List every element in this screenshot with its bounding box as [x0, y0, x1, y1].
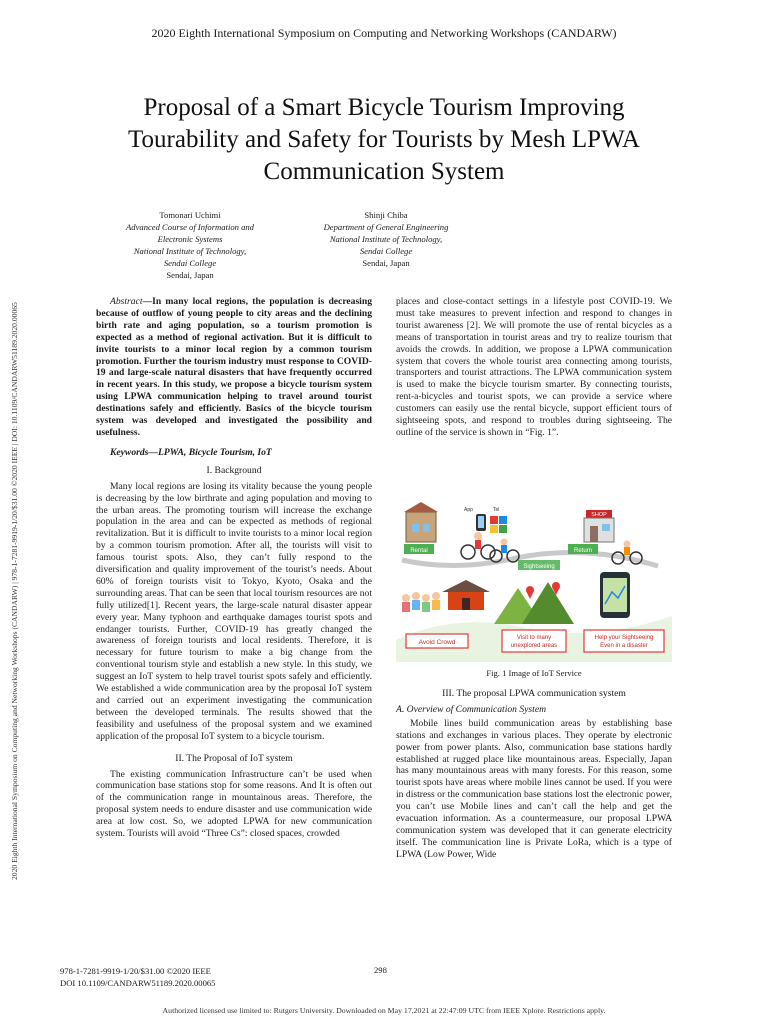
- author-city: Sendai, Japan: [166, 270, 214, 280]
- right-column-bottom: [396, 688, 672, 861]
- shop-building-icon: [584, 518, 614, 542]
- map-pin-icon: [526, 586, 534, 599]
- app-label: App: [464, 507, 473, 513]
- help-label-line1: Help your Sightseeing: [594, 635, 654, 641]
- author-affiliation: Department of General Engineering: [323, 222, 449, 232]
- license-notice: Authorized licensed use limited to: Rutgers University. Downloaded on May 17,2021 at 22:47:09 UTC from IEEE Xplore. Restrictions apply.: [162, 1006, 606, 1015]
- rental-shop-icon: [404, 502, 438, 542]
- doi-side-strip: 2020 Eighth International Symposium on Computing and Networking Workshops (CANDARW) | 978-1-7281-9919-1/20/$31.00 ©2020 IEEE | DOI: 10.1109/CANDARW51189.2020.00065: [10, 302, 19, 880]
- help-label-line2: Even in a disaster: [600, 643, 648, 649]
- right-column-top: [396, 296, 672, 439]
- rental-label: Rental: [410, 548, 428, 554]
- section-heading-background: I. Background: [206, 464, 262, 476]
- iot-service-figure: [396, 500, 672, 662]
- author-name: Shinji Chiba: [364, 210, 408, 220]
- return-label: Return: [573, 548, 593, 554]
- title-line: Tourability and Safety for Tourists by Mesh LPWA: [128, 126, 640, 153]
- abstract-text: —In many local regions, the population is decreasing because of outflow of young people to city areas and the declining birth rate and aging population, so a tourism promotion is expected as a method of regional activation. But it is difficult to invite tourists to a minor local region by a common tourism promotion. Further the tourism industry must response to COVID-19 and large-scale natural disasters that have frequently occurred in recent years. In this study, we propose a bicycle tourism system using LPWA communication helping to travel around tourist destinations safely and efficiently. Basics of the bicycle tourism system was developed and investigated the possibility and usefulness.: [96, 296, 372, 438]
- background-paragraph: Many local regions are losing its vitality because the young people is decreasing by the low birthrate and aging population and moving to the urban areas. The promoting tourism will increase the exchange population in the area and can be expected as methods of regional revitalization. But it is difficult to invite tourists to a minor local region by a common tourism promotion. After all, the tourists will visit to famous tourist spots. Also, they can’t fully respond to the diversification and quality improvement of the tourist’s needs. About 60% of foreign tourists visit to Tokyo, Kyoto, Osaka and the surrounding areas. That can be seen that local tourism resources are not fully utilized[1]. Recent years, the large-scale natural disaster appear every year. Many typhoon and earthquake damages tourist spots and endanger tourists. Further, COVID-19 has greatly changed the awareness of foreign tourists and local residents. Therefore, it is necessary for future tourism to make a big change from the conventional tourism style and establish a new style. In this study, we suggest an IoT system to help travel tourist spots safely and efficiently. We established a wide communication area by the proposal IoT system and carried out an experiment investigating the communication between the developed terminals. The results showed that the feasibility and usefulness of the proposal system and we examined application of the proposal IoT system to a bicycle tourism.: [96, 480, 372, 742]
- visit-label-line2: unexplored areas: [510, 643, 558, 649]
- proposal-paragraph: The existing communication Infrastructure can’t be used when communication base stations stop for some reasons. And It is often out of the communication range in mountainous areas. Therefore, the proposal system needs to endure disaster and use communication wide area at low cost. So, we adopted LPWA for new communication system. Tourists will avoid “Three Cs”: closed spaces, crowded: [96, 768, 372, 840]
- section-heading-lpwa: III. The proposal LPWA communication system: [442, 688, 626, 699]
- app-icon: [490, 516, 507, 533]
- right-column-paragraph: places and close-contact settings in a lifestyle post COVID-19. We must take measures to prevent infection and respond to changes in tourist awareness [2]. We will promote the use of rental bicycles as a means of transportation in tourist areas and try to realize tourism that avoids the crowds. In addition, we propose a LPWA communication system that covers the whole tourist area connecting among tourists, transporters and tourist attractions. The LPWA communication system is used to make the bicycle tourism smarter. By connecting tourists, rent-a-bicycles and tourist spots, we can provide a service where customers can easily use the rental bicycle, support efficient tours of sightseeing spots, and respond to troubles during sightseeing. The outline of the service is shown in “Fig. 1”.: [396, 296, 672, 438]
- author-affiliation: Electronic Systems: [157, 234, 223, 244]
- footer-identifiers: [60, 965, 215, 989]
- author-affiliation: National Institute of Technology,: [329, 234, 443, 244]
- author-affiliation: National Institute of Technology,: [133, 246, 247, 256]
- crowd-icon: [402, 592, 440, 612]
- subsection-heading-overview: A. Overview of Communication System: [396, 703, 547, 715]
- author-city: Sendai, Japan: [362, 258, 410, 268]
- section-heading-proposal: II. The Proposal of IoT system: [175, 752, 293, 764]
- title-line: Proposal of a Smart Bicycle Tourism Improving: [143, 94, 625, 121]
- avoid-crowd-label: Avoid Crowd: [418, 639, 456, 646]
- temple-icon: [442, 580, 490, 610]
- author-name: Tomonari Uchimi: [159, 210, 221, 220]
- conference-header: 2020 Eighth International Symposium on Computing and Networking Workshops (CANDARW): [151, 26, 617, 40]
- left-column: [96, 296, 372, 840]
- title-line: Communication System: [263, 158, 505, 185]
- paper-title: [80, 92, 688, 188]
- abstract-lead: Abstract: [110, 296, 143, 307]
- visit-label-line1: Visit to many: [516, 635, 552, 641]
- smartphone-map-icon: [600, 572, 630, 618]
- author-affiliation: Sendai College: [359, 246, 413, 256]
- author-block-1: [90, 209, 290, 281]
- page-number: 298: [374, 965, 387, 975]
- doi-line: DOI 10.1109/CANDARW51189.2020.00065: [60, 978, 216, 988]
- figure-caption: Fig. 1 Image of IoT Service: [486, 668, 582, 678]
- sightseeing-label: Sightseeing: [523, 564, 555, 570]
- tel-label: Tel: [493, 507, 500, 513]
- author-affiliation: Advanced Course of Information and: [126, 222, 254, 232]
- keywords: Keywords—LPWA, Bicycle Tourism, IoT: [110, 446, 272, 458]
- abstract: [96, 296, 372, 439]
- overview-paragraph: Mobile lines build communication areas by establishing base stations and exchanges in various places. They operate by electronic power from power plants. Also, communication base stations hardly established at rugged place like mountainous areas. Especially, Japan has many mountainous areas with many forests. For this reason, some tourist spots have areas where mobile lines cannot be used. If you were in distress or the communication base stations lost the electronic power, you can’t use Mobile lines and can’t call the help and get the evacuation information. As a countermeasure, our proposal LPWA communication system was developed that it can generate electricity itself. The communication line is Private LoRa, which is a type of LPWA (Low Power, Wide: [396, 717, 672, 860]
- shop-label: SHOP: [591, 512, 607, 518]
- author-affiliation: Sendai College: [163, 258, 217, 268]
- smartphone-icon: [476, 514, 486, 531]
- author-block-2: [286, 209, 486, 269]
- isbn-line: 978-1-7281-9919-1/20/$31.00 ©2020 IEEE: [60, 966, 211, 976]
